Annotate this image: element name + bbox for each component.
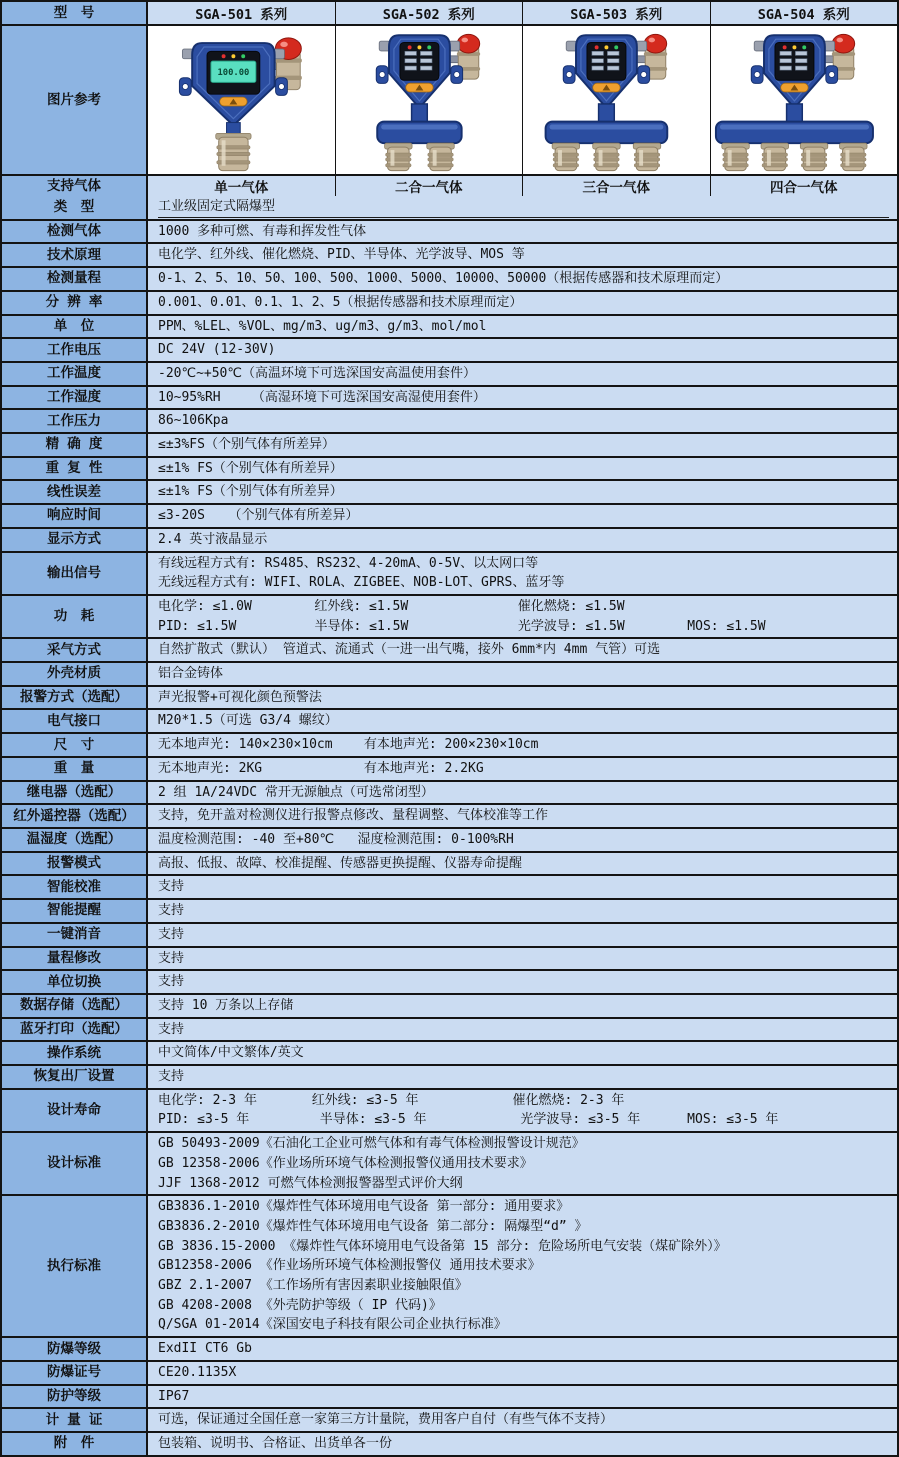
row-label: 防爆等级 xyxy=(2,1338,148,1360)
row-label: 重 复 性 xyxy=(2,458,148,480)
row-value xyxy=(148,268,897,290)
model-name-sga-502: SGA-502 系列 xyxy=(335,2,523,24)
row-value xyxy=(148,505,897,527)
row-value-line: 支持 xyxy=(158,903,185,919)
row-value xyxy=(148,1196,897,1336)
row-label: 工作电压 xyxy=(2,339,148,361)
row-value xyxy=(148,244,897,266)
row-value-line: 铝合金铸体 xyxy=(158,666,224,682)
table-row xyxy=(2,1431,897,1455)
table-row xyxy=(2,898,897,922)
row-value xyxy=(148,553,897,594)
image-row-label: 图片参考 xyxy=(2,26,148,174)
table-row xyxy=(2,385,897,409)
row-value-line: 温度检测范围: -40 至+80℃ 湿度检测范围: 0-100%RH xyxy=(158,831,514,847)
table-row xyxy=(2,1131,897,1194)
table-row xyxy=(2,780,897,804)
row-value-line: 中文简体/中文繁体/英文 xyxy=(158,1045,304,1061)
row-value xyxy=(148,853,897,875)
row-label: 温湿度（选配） xyxy=(2,829,148,851)
row-label: 类 型 xyxy=(2,196,148,219)
row-label: 计 量 证 xyxy=(2,1409,148,1431)
table-row xyxy=(2,756,897,780)
table-row xyxy=(2,708,897,732)
row-value xyxy=(148,805,897,827)
table-row xyxy=(2,1194,897,1336)
row-label: 报警模式 xyxy=(2,853,148,875)
row-label: 精 确 度 xyxy=(2,434,148,456)
table-row xyxy=(2,266,897,290)
row-label: 工作压力 xyxy=(2,410,148,432)
row-value xyxy=(148,339,897,361)
table-row xyxy=(2,361,897,385)
row-value-line: M20*1.5（可选 G3/4 螺纹） xyxy=(158,713,338,729)
table-row xyxy=(2,637,897,661)
row-value-line: 支持 xyxy=(158,879,185,895)
row-value-line: PPM、%LEL、%VOL、mg/m3、ug/m3、g/m3、mol/mol xyxy=(158,318,487,334)
row-value-line: 电化学、红外线、催化燃烧、PID、半导体、光学波导、MOS 等 xyxy=(158,247,525,263)
table-row xyxy=(2,527,897,551)
model-name-sga-504: SGA-504 系列 xyxy=(710,2,898,24)
row-value xyxy=(148,1386,897,1408)
row-value xyxy=(148,481,897,503)
row-value xyxy=(148,758,897,780)
table-row xyxy=(2,219,897,243)
table-row xyxy=(2,456,897,480)
table-row xyxy=(2,1360,897,1384)
row-label: 工作湿度 xyxy=(2,387,148,409)
row-value xyxy=(148,1409,897,1431)
row-label: 设计标准 xyxy=(2,1133,148,1194)
table-row xyxy=(2,551,897,594)
row-label: 附 件 xyxy=(2,1433,148,1455)
row-value-line: 电化学: 2-3 年 红外线: ≤3-5 年 催化燃烧: 2-3 年 xyxy=(158,1092,625,1108)
row-value xyxy=(148,316,897,338)
table-row xyxy=(2,661,897,685)
row-label: 外壳材质 xyxy=(2,663,148,685)
row-value-line: JJF 1368-2012 可燃气体检测报警器型式评价大纲 xyxy=(158,1175,463,1191)
row-value xyxy=(148,734,897,756)
row-value xyxy=(148,663,897,685)
table-header-row xyxy=(2,2,897,24)
row-value xyxy=(148,948,897,970)
row-value-line: CE20.1135X xyxy=(158,1364,237,1380)
row-label: 数据存储（选配） xyxy=(2,995,148,1017)
row-value xyxy=(148,639,897,661)
row-value xyxy=(148,782,897,804)
row-value-line: 0-1、2、5、10、50、100、500、1000、5000、10000、50000（根据传感器和技术原理而定） xyxy=(158,271,729,287)
row-label: 线性误差 xyxy=(2,481,148,503)
row-value-line: 工业级固定式隔爆型 xyxy=(158,197,889,218)
row-value-line: IP67 xyxy=(158,1388,190,1404)
table-row xyxy=(2,1088,897,1131)
table-row xyxy=(2,1040,897,1064)
gas-row-label: 支持气体 xyxy=(2,176,148,196)
row-value xyxy=(148,1362,897,1384)
gas-value-sga-503: 三合一气体 xyxy=(522,176,710,196)
table-row xyxy=(2,993,897,1017)
device-image-sga-501 xyxy=(148,26,335,174)
row-value xyxy=(148,196,897,219)
row-label: 红外遥控器（选配） xyxy=(2,805,148,827)
row-value xyxy=(148,924,897,946)
row-value xyxy=(148,1433,897,1455)
table-row xyxy=(2,1017,897,1041)
row-value-line: 无线远程方式有: WIFI、ROLA、ZIGBEE、NOB-LOT、GPRS、蓝牙等 xyxy=(158,575,565,591)
table-row xyxy=(2,874,897,898)
row-value-line: 可选，保证通过全国任意一家第三方计量院，费用客户自付（有些气体不支持） xyxy=(158,1412,614,1428)
gas-detector-illustration-2 xyxy=(337,27,522,173)
table-row xyxy=(2,1336,897,1360)
row-label: 检测气体 xyxy=(2,221,148,243)
table-row xyxy=(2,732,897,756)
row-label: 技术原理 xyxy=(2,244,148,266)
row-value-line: PID: ≤1.5W 半导体: ≤1.5W 光学波导: ≤1.5W MOS: ≤1.5W xyxy=(158,618,766,634)
row-label: 蓝牙打印（选配） xyxy=(2,1019,148,1041)
table-row xyxy=(2,432,897,456)
row-value xyxy=(148,1338,897,1360)
row-value-line: ≤±3%FS（个别气体有所差异） xyxy=(158,437,335,453)
row-value-line: 支持 xyxy=(158,926,185,942)
row-value-line: ≤3-20S （个别气体有所差异） xyxy=(158,508,359,524)
row-value-line: Q/SGA 01-2014《深国安电子科技有限公司企业执行标准》 xyxy=(158,1317,507,1333)
row-value-line: 2.4 英寸液晶显示 xyxy=(158,531,268,547)
row-value xyxy=(148,221,897,243)
image-reference-row xyxy=(2,24,897,174)
row-value xyxy=(148,596,897,637)
table-row xyxy=(2,1064,897,1088)
gas-value-sga-504: 四合一气体 xyxy=(710,176,898,196)
gas-detector-illustration-4 xyxy=(712,27,897,173)
table-row xyxy=(2,851,897,875)
gas-detector-illustration-3 xyxy=(524,27,709,173)
row-value xyxy=(148,876,897,898)
row-value-line: 86~106Kpa xyxy=(158,413,229,429)
row-label: 量程修改 xyxy=(2,948,148,970)
row-label: 设计寿命 xyxy=(2,1090,148,1131)
row-value xyxy=(148,387,897,409)
gas-detector-illustration-1 xyxy=(149,27,334,173)
row-value-line: GBZ 2.1-2007 《工作场所有害因素职业接触限值》 xyxy=(158,1278,468,1294)
table-row xyxy=(2,803,897,827)
gas-value-sga-502: 二合一气体 xyxy=(335,176,523,196)
row-value-line: 自然扩散式（默认） 管道式、流通式（一进一出气嘴，接外 6mm*内 4mm 气管）可选 xyxy=(158,642,661,658)
row-value-line: GB3836.1-2010《爆炸性气体环境用电气设备 第一部分: 通用要求》 xyxy=(158,1199,570,1215)
table-row xyxy=(2,594,897,637)
row-label: 检测量程 xyxy=(2,268,148,290)
table-row xyxy=(2,314,897,338)
row-value xyxy=(148,971,897,993)
device-image-sga-502 xyxy=(335,26,523,174)
row-value xyxy=(148,434,897,456)
row-value-line: 支持 10 万条以上存储 xyxy=(158,997,294,1013)
row-label: 显示方式 xyxy=(2,529,148,551)
row-value-line: 声光报警+可视化颜色预警法 xyxy=(158,689,322,705)
table-row xyxy=(2,685,897,709)
row-value-line: 包装箱、说明书、合格证、出货单各一份 xyxy=(158,1435,393,1451)
table-row xyxy=(2,827,897,851)
row-value-line: 支持 xyxy=(158,950,185,966)
row-value xyxy=(148,292,897,314)
row-label: 工作温度 xyxy=(2,363,148,385)
row-value-line: 支持 xyxy=(158,1069,185,1085)
row-value-line: ExdII CT6 Gb xyxy=(158,1341,252,1357)
supported-gas-row xyxy=(2,174,897,196)
row-value-line: 有线远程方式有: RS485、RS232、4-20mA、0-5V、以太网口等 xyxy=(158,555,539,571)
table-row xyxy=(2,922,897,946)
row-label: 执行标准 xyxy=(2,1196,148,1336)
row-value-line: ≤±1% FS（个别气体有所差异） xyxy=(158,484,343,500)
row-label: 重 量 xyxy=(2,758,148,780)
row-value-line: DC 24V (12-30V) xyxy=(158,342,276,358)
row-value-line: ≤±1% FS（个别气体有所差异） xyxy=(158,460,343,476)
row-value-line: GB 4208-2008 《外壳防护等级（ IP 代码)》 xyxy=(158,1297,442,1313)
table-row xyxy=(2,503,897,527)
row-label: 智能提醒 xyxy=(2,900,148,922)
table-row xyxy=(2,408,897,432)
row-value xyxy=(148,1090,897,1131)
row-value xyxy=(148,995,897,1017)
row-label: 恢复出厂设置 xyxy=(2,1066,148,1088)
row-value-line: GB 3836.15-2000 《爆炸性气体环境用电气设备第 15 部分: 危险场所电气安装（煤矿除外）》 xyxy=(158,1238,727,1254)
row-value xyxy=(148,410,897,432)
row-label: 功 耗 xyxy=(2,596,148,637)
row-value xyxy=(148,900,897,922)
row-label: 继电器（选配） xyxy=(2,782,148,804)
row-value xyxy=(148,1133,897,1194)
row-value xyxy=(148,1042,897,1064)
header-label: 型 号 xyxy=(2,2,148,24)
row-value-line: PID: ≤3-5 年 半导体: ≤3-5 年 光学波导: ≤3-5 年 MOS: ≤3-5 年 xyxy=(158,1112,779,1128)
row-value xyxy=(148,529,897,551)
row-value-line: 支持 xyxy=(158,1021,185,1037)
row-label: 响应时间 xyxy=(2,505,148,527)
table-row xyxy=(2,1384,897,1408)
row-label: 电气接口 xyxy=(2,710,148,732)
device-image-sga-504 xyxy=(710,26,898,174)
row-value-line: 无本地声光: 2KG 有本地声光: 2.2KG xyxy=(158,760,484,776)
row-label: 单 位 xyxy=(2,316,148,338)
row-label: 采气方式 xyxy=(2,639,148,661)
row-value xyxy=(148,458,897,480)
row-label: 报警方式（选配） xyxy=(2,687,148,709)
row-value-line: GB3836.2-2010《爆炸性气体环境用电气设备 第二部分: 隔爆型“d” 》 xyxy=(158,1218,588,1234)
table-row xyxy=(2,946,897,970)
row-value-line: 2 组 1A/24VDC 常开无源触点（可选常闭型） xyxy=(158,784,434,800)
row-label: 智能校准 xyxy=(2,876,148,898)
row-value-line: GB 12358-2006《作业场所环境气体检测报警仪通用技术要求》 xyxy=(158,1155,533,1171)
row-value xyxy=(148,829,897,851)
spec-rows-container xyxy=(2,196,897,1455)
row-value xyxy=(148,687,897,709)
row-value-line: 1000 多种可燃、有毒和挥发性气体 xyxy=(158,223,367,239)
table-row xyxy=(2,1407,897,1431)
table-row xyxy=(2,479,897,503)
row-value-line: 支持 xyxy=(158,974,185,990)
model-name-sga-501: SGA-501 系列 xyxy=(148,2,335,24)
row-value-line: GB12358-2006 《作业场所环境气体检测报警仪 通用技术要求》 xyxy=(158,1258,541,1274)
row-label: 防爆证号 xyxy=(2,1362,148,1384)
row-value-line: 高报、低报、故障、校准提醒、传感器更换提醒、仪器寿命提醒 xyxy=(158,855,523,871)
model-name-sga-503: SGA-503 系列 xyxy=(522,2,710,24)
table-row xyxy=(2,196,897,219)
table-row xyxy=(2,969,897,993)
row-label: 操作系统 xyxy=(2,1042,148,1064)
row-value-line: 支持，免开盖对检测仪进行报警点修改、量程调整、气体校准等工作 xyxy=(158,808,549,824)
svg-text:100.00: 100.00 xyxy=(217,68,250,79)
row-value-line: 10~95%RH （高湿环境下可选深国安高湿使用套件） xyxy=(158,389,486,405)
row-label: 单位切换 xyxy=(2,971,148,993)
table-row xyxy=(2,290,897,314)
row-label: 防护等级 xyxy=(2,1386,148,1408)
device-image-sga-503 xyxy=(522,26,710,174)
row-value-line: -20℃~+50℃（高温环境下可选深国安高温使用套件） xyxy=(158,365,476,381)
row-label: 分 辨 率 xyxy=(2,292,148,314)
row-value-line: 0.001、0.01、0.1、1、2、5（根据传感器和技术原理而定） xyxy=(158,294,523,310)
row-value xyxy=(148,363,897,385)
row-value-line: 无本地声光: 140×230×10cm 有本地声光: 200×230×10cm xyxy=(158,737,539,753)
row-value xyxy=(148,1019,897,1041)
row-label: 尺 寸 xyxy=(2,734,148,756)
row-label: 一键消音 xyxy=(2,924,148,946)
row-value-line: GB 50493-2009《石油化工企业可燃气体和有毒气体检测报警设计规范》 xyxy=(158,1136,585,1152)
row-value-line: 电化学: ≤1.0W 红外线: ≤1.5W 催化燃烧: ≤1.5W xyxy=(158,598,625,614)
table-row xyxy=(2,337,897,361)
gas-value-sga-501: 单一气体 xyxy=(148,176,335,196)
row-value xyxy=(148,1066,897,1088)
table-row xyxy=(2,242,897,266)
row-label: 输出信号 xyxy=(2,553,148,594)
row-value xyxy=(148,710,897,732)
